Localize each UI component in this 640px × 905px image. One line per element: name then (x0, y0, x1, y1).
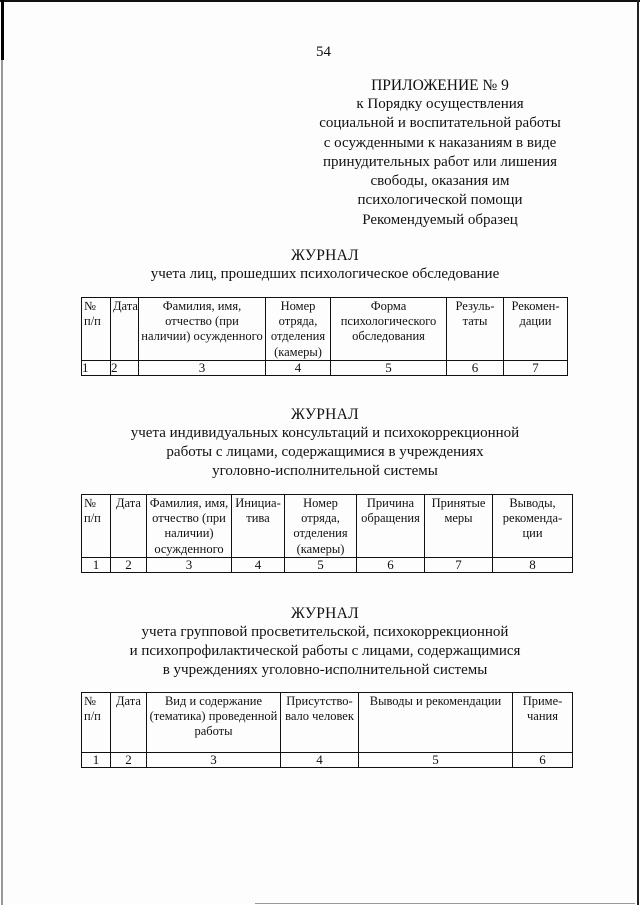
number-cell: 2 (111, 557, 147, 572)
number-cell: 8 (493, 557, 573, 572)
scan-edge-top (0, 0, 640, 2)
number-cell: 3 (147, 753, 281, 768)
header-cell: Форма психологического обследования (331, 298, 447, 361)
number-cell: 2 (111, 753, 147, 768)
number-cell: 2 (111, 360, 139, 375)
header-cell: Присутство-вало человек (281, 693, 359, 753)
number-cell: 7 (504, 360, 568, 375)
number-cell: 5 (285, 557, 357, 572)
journal-1-heading (60, 246, 590, 284)
sample-label: Рекомендуемый образец (362, 212, 518, 228)
header-cell: Резуль-таты (447, 298, 504, 361)
header-cell: Номер отряда, отделения (камеры) (266, 298, 331, 361)
table-number-row (82, 360, 568, 375)
table-header-row (82, 298, 568, 361)
journal-subtitle: и психопрофилактической работы с лицами, содержащимися (129, 643, 521, 659)
header-cell: Выводы и рекомендации (359, 693, 513, 753)
journal-subtitle: учета лиц, прошедших психологическое обследование (150, 266, 500, 282)
table-number-row (82, 753, 573, 768)
header-cell: Дата (111, 693, 147, 753)
header-cell: № п/п (82, 693, 111, 753)
number-cell: 4 (266, 360, 331, 375)
header-cell: Дата (111, 495, 147, 558)
annex-line: психологической помощи (357, 192, 523, 209)
journal-subtitle: в учреждениях уголовно-исполнительной системы (162, 662, 488, 678)
journal-subtitle: работы с лицами, содержащимися в учреждениях (166, 444, 484, 460)
number-cell: 3 (139, 360, 266, 375)
journal-subtitle: уголовно-исполнительной системы (212, 463, 438, 479)
journal-3-table (81, 692, 573, 768)
header-cell: Рекомен-дации (504, 298, 568, 361)
scan-edge-bottom (255, 903, 635, 904)
number-cell: 5 (359, 753, 513, 768)
annex-line: к Порядку осуществления (356, 96, 524, 113)
number-cell: 3 (147, 557, 232, 572)
annex-line: свободы, оказания им (370, 173, 510, 190)
annex-title: ПРИЛОЖЕНИЕ № 9 (371, 77, 509, 94)
table-number-row (82, 557, 573, 572)
annex-line: с осужденными к наказаниям в виде (323, 134, 557, 151)
scan-edge-left (1, 0, 3, 905)
number-cell: 5 (331, 360, 447, 375)
journal-title: ЖУРНАЛ (291, 247, 359, 264)
header-cell: № п/п (82, 495, 111, 558)
number-cell: 6 (357, 557, 425, 572)
number-cell: 6 (513, 753, 573, 768)
scan-edge-right (637, 0, 639, 905)
journal-subtitle: учета индивидуальных консультаций и психокоррекционной (130, 425, 520, 441)
number-cell: 1 (82, 557, 111, 572)
number-cell: 4 (232, 557, 285, 572)
header-cell: Вид и содержание (тематика) проведенной работы (147, 693, 281, 753)
annex-line: социальной и воспитательной работы (319, 115, 561, 132)
journal-3-heading (60, 604, 590, 680)
table-header-row (82, 693, 573, 753)
header-cell: Фамилия, имя, отчество (при наличии) осужденного (139, 298, 266, 361)
journal-title: ЖУРНАЛ (291, 605, 359, 622)
annex-block (290, 76, 590, 210)
journal-subtitle: учета групповой просветительской, психокоррекционной (141, 624, 509, 640)
page-number: 54 (316, 44, 331, 60)
journal-1-table (81, 297, 568, 376)
header-cell: Номер отряда, отделения (камеры) (285, 495, 357, 558)
number-cell: 1 (82, 360, 111, 375)
number-cell: 4 (281, 753, 359, 768)
annex-line: принудительных работ или лишения (322, 153, 558, 170)
header-cell: Приме-чания (513, 693, 573, 753)
table-header-row (82, 495, 573, 558)
journal-2-heading (60, 405, 590, 481)
header-cell: № п/п (82, 298, 111, 361)
number-cell: 7 (425, 557, 493, 572)
header-cell: Причина обращения (357, 495, 425, 558)
header-cell: Дата (111, 298, 139, 361)
header-cell: Инициа-тива (232, 495, 285, 558)
header-cell: Выводы, рекоменда-ции (493, 495, 573, 558)
header-cell: Принятые меры (425, 495, 493, 558)
journal-2-table (81, 494, 573, 573)
header-cell: Фамилия, имя, отчество (при наличии) осужденного (147, 495, 232, 558)
scan-edge-left-dark (1, 0, 4, 60)
number-cell: 1 (82, 753, 111, 768)
journal-title: ЖУРНАЛ (291, 406, 359, 423)
number-cell: 6 (447, 360, 504, 375)
